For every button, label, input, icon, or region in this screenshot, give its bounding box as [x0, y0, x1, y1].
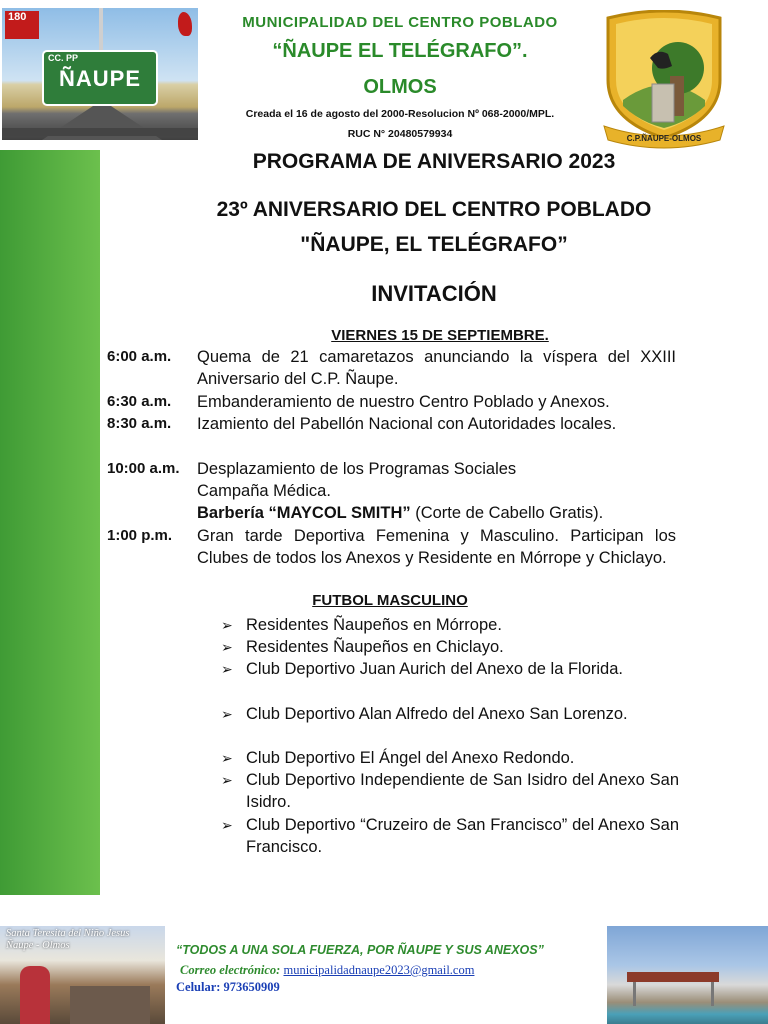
list-item: ➢ Residentes Ñaupeños en Chiclayo.: [221, 638, 504, 656]
creation-note: Creada el 16 de agosto del 2000-Resolucion Nº 068-2000/MPL.: [245, 108, 555, 120]
invitation-title: INVITACIÓN: [371, 281, 497, 306]
anniversary-title-line2: "ÑAUPE, EL TELÉGRAFO”: [300, 233, 568, 256]
peru-map-icon: [178, 12, 192, 36]
plaza-post: [711, 982, 714, 1006]
ruc-number: RUC N° 20480579934: [347, 128, 453, 140]
list-item: ➢ Club Deportivo Alan Alfredo del Anexo San Lorenzo.: [221, 705, 628, 723]
list-item: ➢ Residentes Ñaupeños en Mórrope.: [221, 616, 502, 634]
arrow-bullet-icon: ➢: [221, 617, 233, 633]
photo-strip: [2, 128, 198, 136]
event-day-heading: VIERNES 15 DE SEPTIEMBRE.: [331, 327, 549, 344]
schedule-time: 1:00 p.m.: [107, 527, 173, 544]
email-label: Correo electrónico:: [180, 963, 281, 977]
sign-pole: [99, 8, 103, 53]
football-heading: FUTBOL MASCULINO: [312, 592, 468, 609]
arrow-bullet-icon: ➢: [221, 817, 233, 833]
photo-caption: Santa Teresita del Niño Jesus Ñaupe - Olmos: [6, 928, 130, 951]
schedule-description: Quema de 21 camaretazos anunciando la víspera del XXIII Aniversario del C.P. Ñaupe.: [197, 348, 676, 388]
program-title: PROGRAMA DE ANIVERSARIO 2023: [252, 150, 616, 173]
municipality-name: “ÑAUPE EL TELÉGRAFO”.: [272, 40, 528, 62]
footer-email-line: [180, 963, 474, 978]
header-town-sign-photo: [2, 8, 198, 140]
list-item: ➢ Club Deportivo Juan Aurich del Anexo de la Florida.: [221, 660, 623, 678]
arrow-bullet-icon: ➢: [221, 661, 233, 677]
barber-detail: (Corte de Cabello Gratis).: [410, 504, 604, 522]
arrow-bullet-icon: ➢: [221, 706, 233, 722]
schedule-description: Embanderamiento de nuestro Centro Poblado y Anexos.: [197, 393, 610, 411]
municipality-city: OLMOS: [363, 76, 437, 98]
schedule-description: Gran tarde Deportiva Femenina y Masculino. Participan los Clubes de todos los Anexos y Residente en Mórrope y Chiclayo.: [197, 527, 676, 567]
saint-statue-shape: [20, 966, 50, 1024]
footer-church-photo: [0, 926, 165, 1024]
anniversary-title-line1: 23º ANIVERSARIO DEL CENTRO POBLADO: [216, 198, 652, 221]
crowd-shape: [70, 986, 150, 1024]
schedule-description: Izamiento del Pabellón Nacional con Autoridades locales.: [197, 415, 617, 433]
arrow-bullet-icon: ➢: [221, 772, 233, 788]
municipal-emblem-logo: [598, 10, 730, 150]
email-link[interactable]: municipalidadnaupe2023@gmail.com: [283, 963, 475, 977]
list-item: ➢ Club Deportivo Independiente de San Isidro del Anexo San Isidro.: [221, 771, 679, 811]
plaza-post: [633, 982, 636, 1006]
barber-name: Barbería “MAYCOL SMITH”: [197, 504, 411, 522]
arrow-bullet-icon: ➢: [221, 750, 233, 766]
town-sign: [42, 50, 158, 106]
schedule-description: Desplazamiento de los Programas Sociales: [197, 460, 517, 478]
photo-badge: 180: [5, 11, 39, 39]
footer-phone: Celular: 973650909: [176, 980, 280, 994]
arrow-bullet-icon: ➢: [221, 639, 233, 655]
sign-town-name: ÑAUPE: [58, 66, 141, 91]
emblem-text: C.P.ÑAUPE-OLMOS: [626, 134, 702, 143]
schedule-time: 6:30 a.m.: [107, 393, 172, 410]
sign-cc-label: CC. PP: [48, 53, 79, 63]
plaza-roof-shape: [627, 972, 719, 982]
list-item: ➢ Club Deportivo El Ángel del Anexo Redondo.: [221, 749, 575, 767]
schedule-time: 8:30 a.m.: [107, 415, 172, 432]
schedule-description-line3: [197, 502, 676, 524]
schedule-description-line2: Campaña Médica.: [197, 482, 331, 500]
footer-plaza-photo: [607, 926, 768, 1024]
list-item: ➢ Club Deportivo “Cruzeiro de San Francisco” del Anexo San Francisco.: [221, 816, 679, 856]
schedule-time: 10:00 a.m.: [107, 460, 180, 477]
footer-motto: “TODOS A UNA SOLA FUERZA, POR ÑAUPE Y SUS ANEXOS”: [176, 943, 544, 957]
green-side-bar: [0, 150, 100, 895]
municipality-title: MUNICIPALIDAD DEL CENTRO POBLADO: [242, 14, 558, 31]
schedule-time: 6:00 a.m.: [107, 348, 172, 365]
